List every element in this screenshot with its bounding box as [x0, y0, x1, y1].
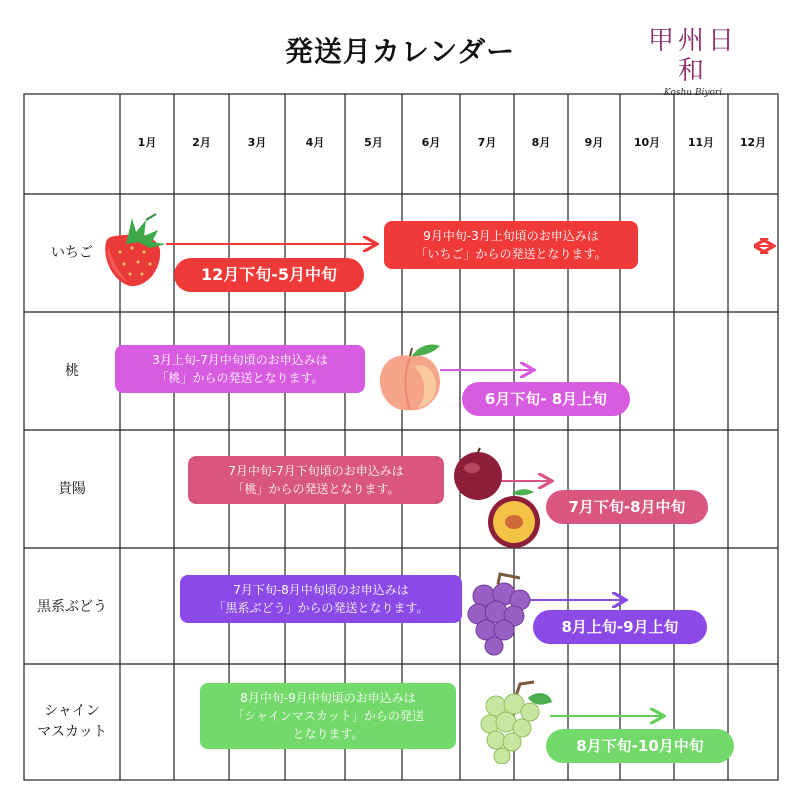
page-title: 発送月カレンダー — [284, 35, 516, 68]
month-header-3: 3月 — [247, 136, 267, 149]
purple-grape-icon — [466, 570, 532, 656]
black-grape-period-pill: 8月上旬-9月上旬 — [533, 610, 707, 644]
logo-roman: Koshu Biyori — [663, 88, 723, 98]
peach-note-line2: 「桃」からの発送となります。 — [156, 371, 324, 385]
row-label-strawberry: いちご — [51, 245, 93, 261]
peach-icon — [374, 340, 446, 414]
peach-note — [115, 345, 365, 393]
row-label-line1: シャイン — [44, 703, 100, 719]
strawberry-note — [384, 221, 638, 269]
black-grape-note-line1: 7月下旬-8月中旬頃のお申込みは — [233, 583, 409, 597]
strawberry-icon — [98, 212, 172, 290]
month-header-4: 4月 — [305, 136, 325, 149]
shine-muscat-period-pill: 8月下旬-10月中旬 — [546, 729, 734, 763]
shine-muscat-note — [200, 683, 456, 749]
month-header-7: 7月 — [477, 136, 497, 149]
kiyo-period-pill: 7月下旬-8月中旬 — [546, 490, 708, 524]
shine-muscat-note-line3: となります。 — [292, 727, 364, 741]
plum-icon — [450, 446, 550, 552]
kiyo-note-line1: 7月中旬-7月下旬頃のお申込みは — [228, 464, 404, 478]
strawberry-note-line1: 9月中旬-3月上旬頃のお申込みは — [423, 229, 599, 243]
logo-kanji: 甲州日和 — [647, 26, 738, 86]
month-header-9: 9月 — [584, 136, 604, 149]
kiyo-note — [188, 456, 444, 504]
month-header-1: 1月 — [137, 136, 157, 149]
month-header-2: 2月 — [192, 136, 211, 149]
black-grape-note-line2: 「黒系ぶどう」からの発送となります。 — [213, 601, 429, 615]
shine-muscat-note-line2: 「シャインマスカット」からの発送 — [232, 709, 424, 723]
row-label-line2: マスカット — [37, 724, 107, 740]
black-grape-note — [180, 575, 462, 623]
kiyo-note-line2: 「桃」からの発送となります。 — [232, 482, 400, 496]
row-label-kiyo: 貴陽 — [58, 481, 86, 497]
month-header-10: 10月 — [633, 136, 661, 149]
peach-period-pill: 6月下旬- 8月上旬 — [462, 382, 630, 416]
strawberry-note-line2: 「いちご」からの発送となります。 — [415, 247, 607, 261]
shine-muscat-note-line1: 8月中旬-9月中旬頃のお申込みは — [240, 691, 416, 705]
month-header-8: 8月 — [531, 136, 551, 149]
green-grape-icon — [476, 680, 554, 764]
row-label-peach: 桃 — [65, 363, 79, 379]
month-header-11: 11月 — [687, 136, 715, 149]
month-header-12: 12月 — [739, 136, 767, 149]
row-label-black-grape: 黒系ぶどう — [37, 599, 107, 615]
strawberry-period-pill: 12月下旬-5月中旬 — [174, 258, 364, 292]
peach-note-line1: 3月上旬-7月中旬頃のお申込みは — [152, 353, 328, 367]
month-header-5: 5月 — [364, 136, 383, 149]
month-header-6: 6月 — [421, 136, 441, 149]
